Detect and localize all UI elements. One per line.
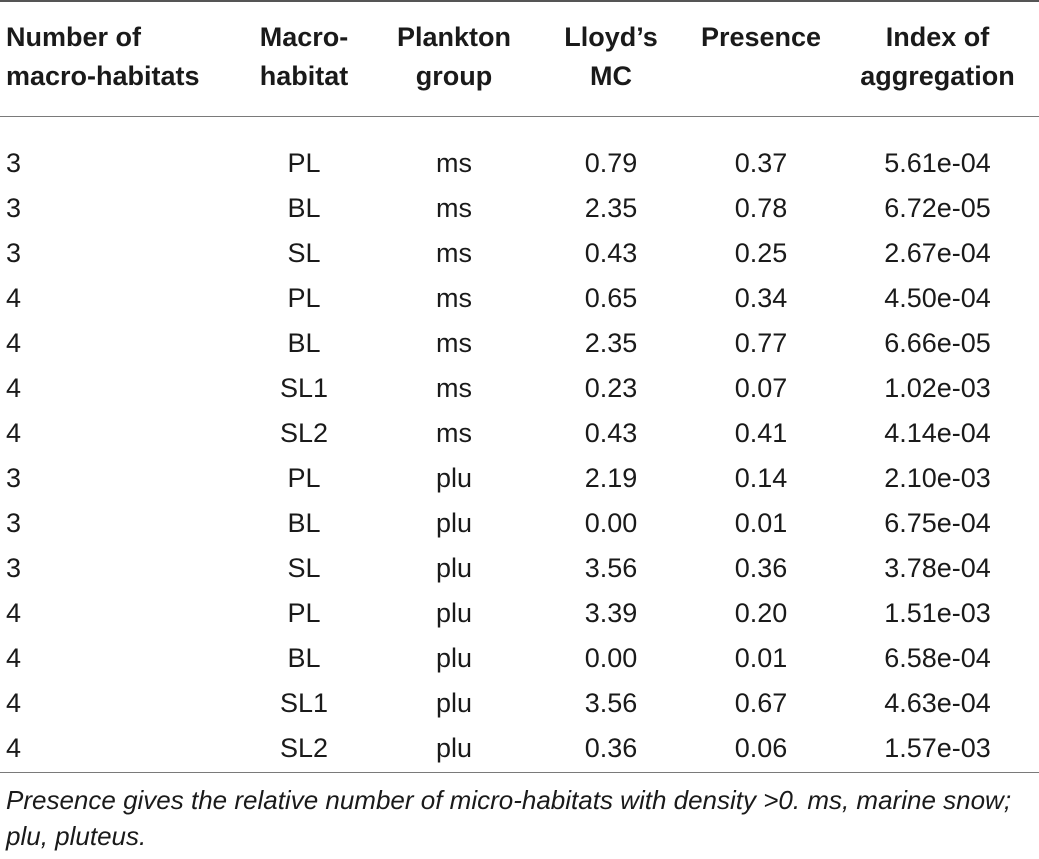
- table-header: [0, 18, 1039, 96]
- cell-lloyds-mc: 0.65: [584, 283, 638, 313]
- table-row: [0, 546, 1039, 591]
- cell-macro-habitat: PL: [287, 463, 321, 493]
- cell-macro-habitat: PL: [287, 148, 321, 178]
- bottom-rule: [0, 772, 1039, 773]
- table-row: [0, 141, 1039, 186]
- cell-number-of-macro-habitats: 3: [6, 508, 22, 538]
- cell-macro-habitat: SL2: [279, 733, 329, 763]
- header-plankton-group: Plankton group: [396, 22, 511, 91]
- cell-presence: 0.78: [734, 193, 788, 223]
- cell-lloyds-mc: 0.36: [584, 733, 638, 763]
- table-body: [0, 96, 1039, 771]
- cell-macro-habitat: SL1: [279, 688, 329, 718]
- cell-index-of-aggregation: 1.57e-03: [884, 733, 991, 763]
- cell-plankton-group: plu: [435, 733, 473, 763]
- cell-plankton-group: ms: [436, 193, 472, 223]
- header-macro-habitat: Macro- habitat: [259, 22, 349, 91]
- cell-macro-habitat: SL: [287, 238, 321, 268]
- cell-presence: 0.01: [734, 643, 788, 673]
- table-row: [0, 276, 1039, 321]
- cell-presence: 0.25: [734, 238, 788, 268]
- cell-lloyds-mc: 0.23: [584, 373, 638, 403]
- cell-lloyds-mc: 3.56: [584, 688, 638, 718]
- cell-number-of-macro-habitats: 4: [6, 328, 22, 358]
- cell-plankton-group: ms: [436, 238, 472, 268]
- cell-index-of-aggregation: 6.66e-05: [884, 328, 991, 358]
- cell-index-of-aggregation: 6.75e-04: [884, 508, 991, 538]
- cell-macro-habitat: SL1: [279, 373, 329, 403]
- table-row: [0, 636, 1039, 681]
- header-lloyds-mc: Lloyd’s MC: [564, 22, 658, 91]
- table-row: [0, 726, 1039, 771]
- cell-macro-habitat: BL: [287, 643, 321, 673]
- header-number-of-macro-habitats: Number of macro-habitats: [6, 22, 200, 91]
- cell-presence: 0.67: [734, 688, 788, 718]
- cell-plankton-group: ms: [436, 418, 472, 448]
- table-row: [0, 366, 1039, 411]
- cell-presence: 0.20: [734, 598, 788, 628]
- cell-index-of-aggregation: 4.63e-04: [884, 688, 991, 718]
- header-presence: Presence: [700, 22, 822, 52]
- cell-lloyds-mc: 3.39: [584, 598, 638, 628]
- cell-number-of-macro-habitats: 4: [6, 733, 22, 763]
- cell-presence: 0.41: [734, 418, 788, 448]
- cell-number-of-macro-habitats: 3: [6, 553, 22, 583]
- cell-presence: 0.06: [734, 733, 788, 763]
- table-row: [0, 186, 1039, 231]
- cell-macro-habitat: SL2: [279, 418, 329, 448]
- cell-macro-habitat: BL: [287, 508, 321, 538]
- table-row: [0, 501, 1039, 546]
- cell-plankton-group: plu: [435, 598, 473, 628]
- cell-lloyds-mc: 3.56: [584, 553, 638, 583]
- cell-plankton-group: plu: [435, 643, 473, 673]
- table-row: [0, 231, 1039, 276]
- cell-plankton-group: plu: [435, 508, 473, 538]
- cell-plankton-group: plu: [435, 688, 473, 718]
- cell-plankton-group: plu: [435, 463, 473, 493]
- cell-presence: 0.77: [734, 328, 788, 358]
- cell-macro-habitat: PL: [287, 598, 321, 628]
- cell-presence: 0.34: [734, 283, 788, 313]
- table-row: [0, 456, 1039, 501]
- cell-lloyds-mc: 0.79: [584, 148, 638, 178]
- cell-plankton-group: ms: [436, 373, 472, 403]
- cell-macro-habitat: PL: [287, 283, 321, 313]
- cell-number-of-macro-habitats: 4: [6, 418, 22, 448]
- cell-plankton-group: ms: [436, 328, 472, 358]
- cell-number-of-macro-habitats: 3: [6, 238, 22, 268]
- cell-plankton-group: ms: [436, 148, 472, 178]
- cell-macro-habitat: BL: [287, 328, 321, 358]
- cell-macro-habitat: BL: [287, 193, 321, 223]
- cell-index-of-aggregation: 3.78e-04: [884, 553, 991, 583]
- cell-number-of-macro-habitats: 3: [6, 148, 22, 178]
- cell-index-of-aggregation: 4.50e-04: [884, 283, 991, 313]
- cell-index-of-aggregation: 1.51e-03: [884, 598, 991, 628]
- cell-macro-habitat: SL: [287, 553, 321, 583]
- cell-lloyds-mc: 2.19: [584, 463, 638, 493]
- data-table: [0, 18, 1039, 771]
- cell-number-of-macro-habitats: 4: [6, 283, 22, 313]
- cell-number-of-macro-habitats: 4: [6, 643, 22, 673]
- cell-index-of-aggregation: 1.02e-03: [884, 373, 991, 403]
- cell-lloyds-mc: 0.00: [584, 643, 638, 673]
- cell-index-of-aggregation: 4.14e-04: [884, 418, 991, 448]
- cell-index-of-aggregation: 5.61e-04: [884, 148, 991, 178]
- cell-plankton-group: ms: [436, 283, 472, 313]
- cell-index-of-aggregation: 2.67e-04: [884, 238, 991, 268]
- cell-presence: 0.14: [734, 463, 788, 493]
- cell-presence: 0.07: [734, 373, 788, 403]
- table-row: [0, 681, 1039, 726]
- cell-number-of-macro-habitats: 4: [6, 373, 22, 403]
- cell-lloyds-mc: 2.35: [584, 328, 638, 358]
- cell-lloyds-mc: 2.35: [584, 193, 638, 223]
- cell-presence: 0.01: [734, 508, 788, 538]
- table-row: [0, 411, 1039, 456]
- cell-number-of-macro-habitats: 4: [6, 688, 22, 718]
- cell-number-of-macro-habitats: 3: [6, 463, 22, 493]
- cell-lloyds-mc: 0.00: [584, 508, 638, 538]
- cell-presence: 0.36: [734, 553, 788, 583]
- cell-number-of-macro-habitats: 3: [6, 193, 22, 223]
- cell-lloyds-mc: 0.43: [584, 238, 638, 268]
- cell-plankton-group: plu: [435, 553, 473, 583]
- cell-lloyds-mc: 0.43: [584, 418, 638, 448]
- cell-index-of-aggregation: 6.58e-04: [884, 643, 991, 673]
- table-row: [0, 591, 1039, 636]
- cell-presence: 0.37: [734, 148, 788, 178]
- cell-number-of-macro-habitats: 4: [6, 598, 22, 628]
- cell-index-of-aggregation: 6.72e-05: [884, 193, 991, 223]
- cell-index-of-aggregation: 2.10e-03: [884, 463, 991, 493]
- table-row: [0, 321, 1039, 366]
- header-index-of-aggregation: Index of aggregation: [860, 22, 1015, 91]
- table-footnote: Presence gives the relative number of micro-habitats with density >0. ms, marine snow; plu, pluteus.: [6, 785, 1012, 851]
- top-rule: [0, 0, 1039, 2]
